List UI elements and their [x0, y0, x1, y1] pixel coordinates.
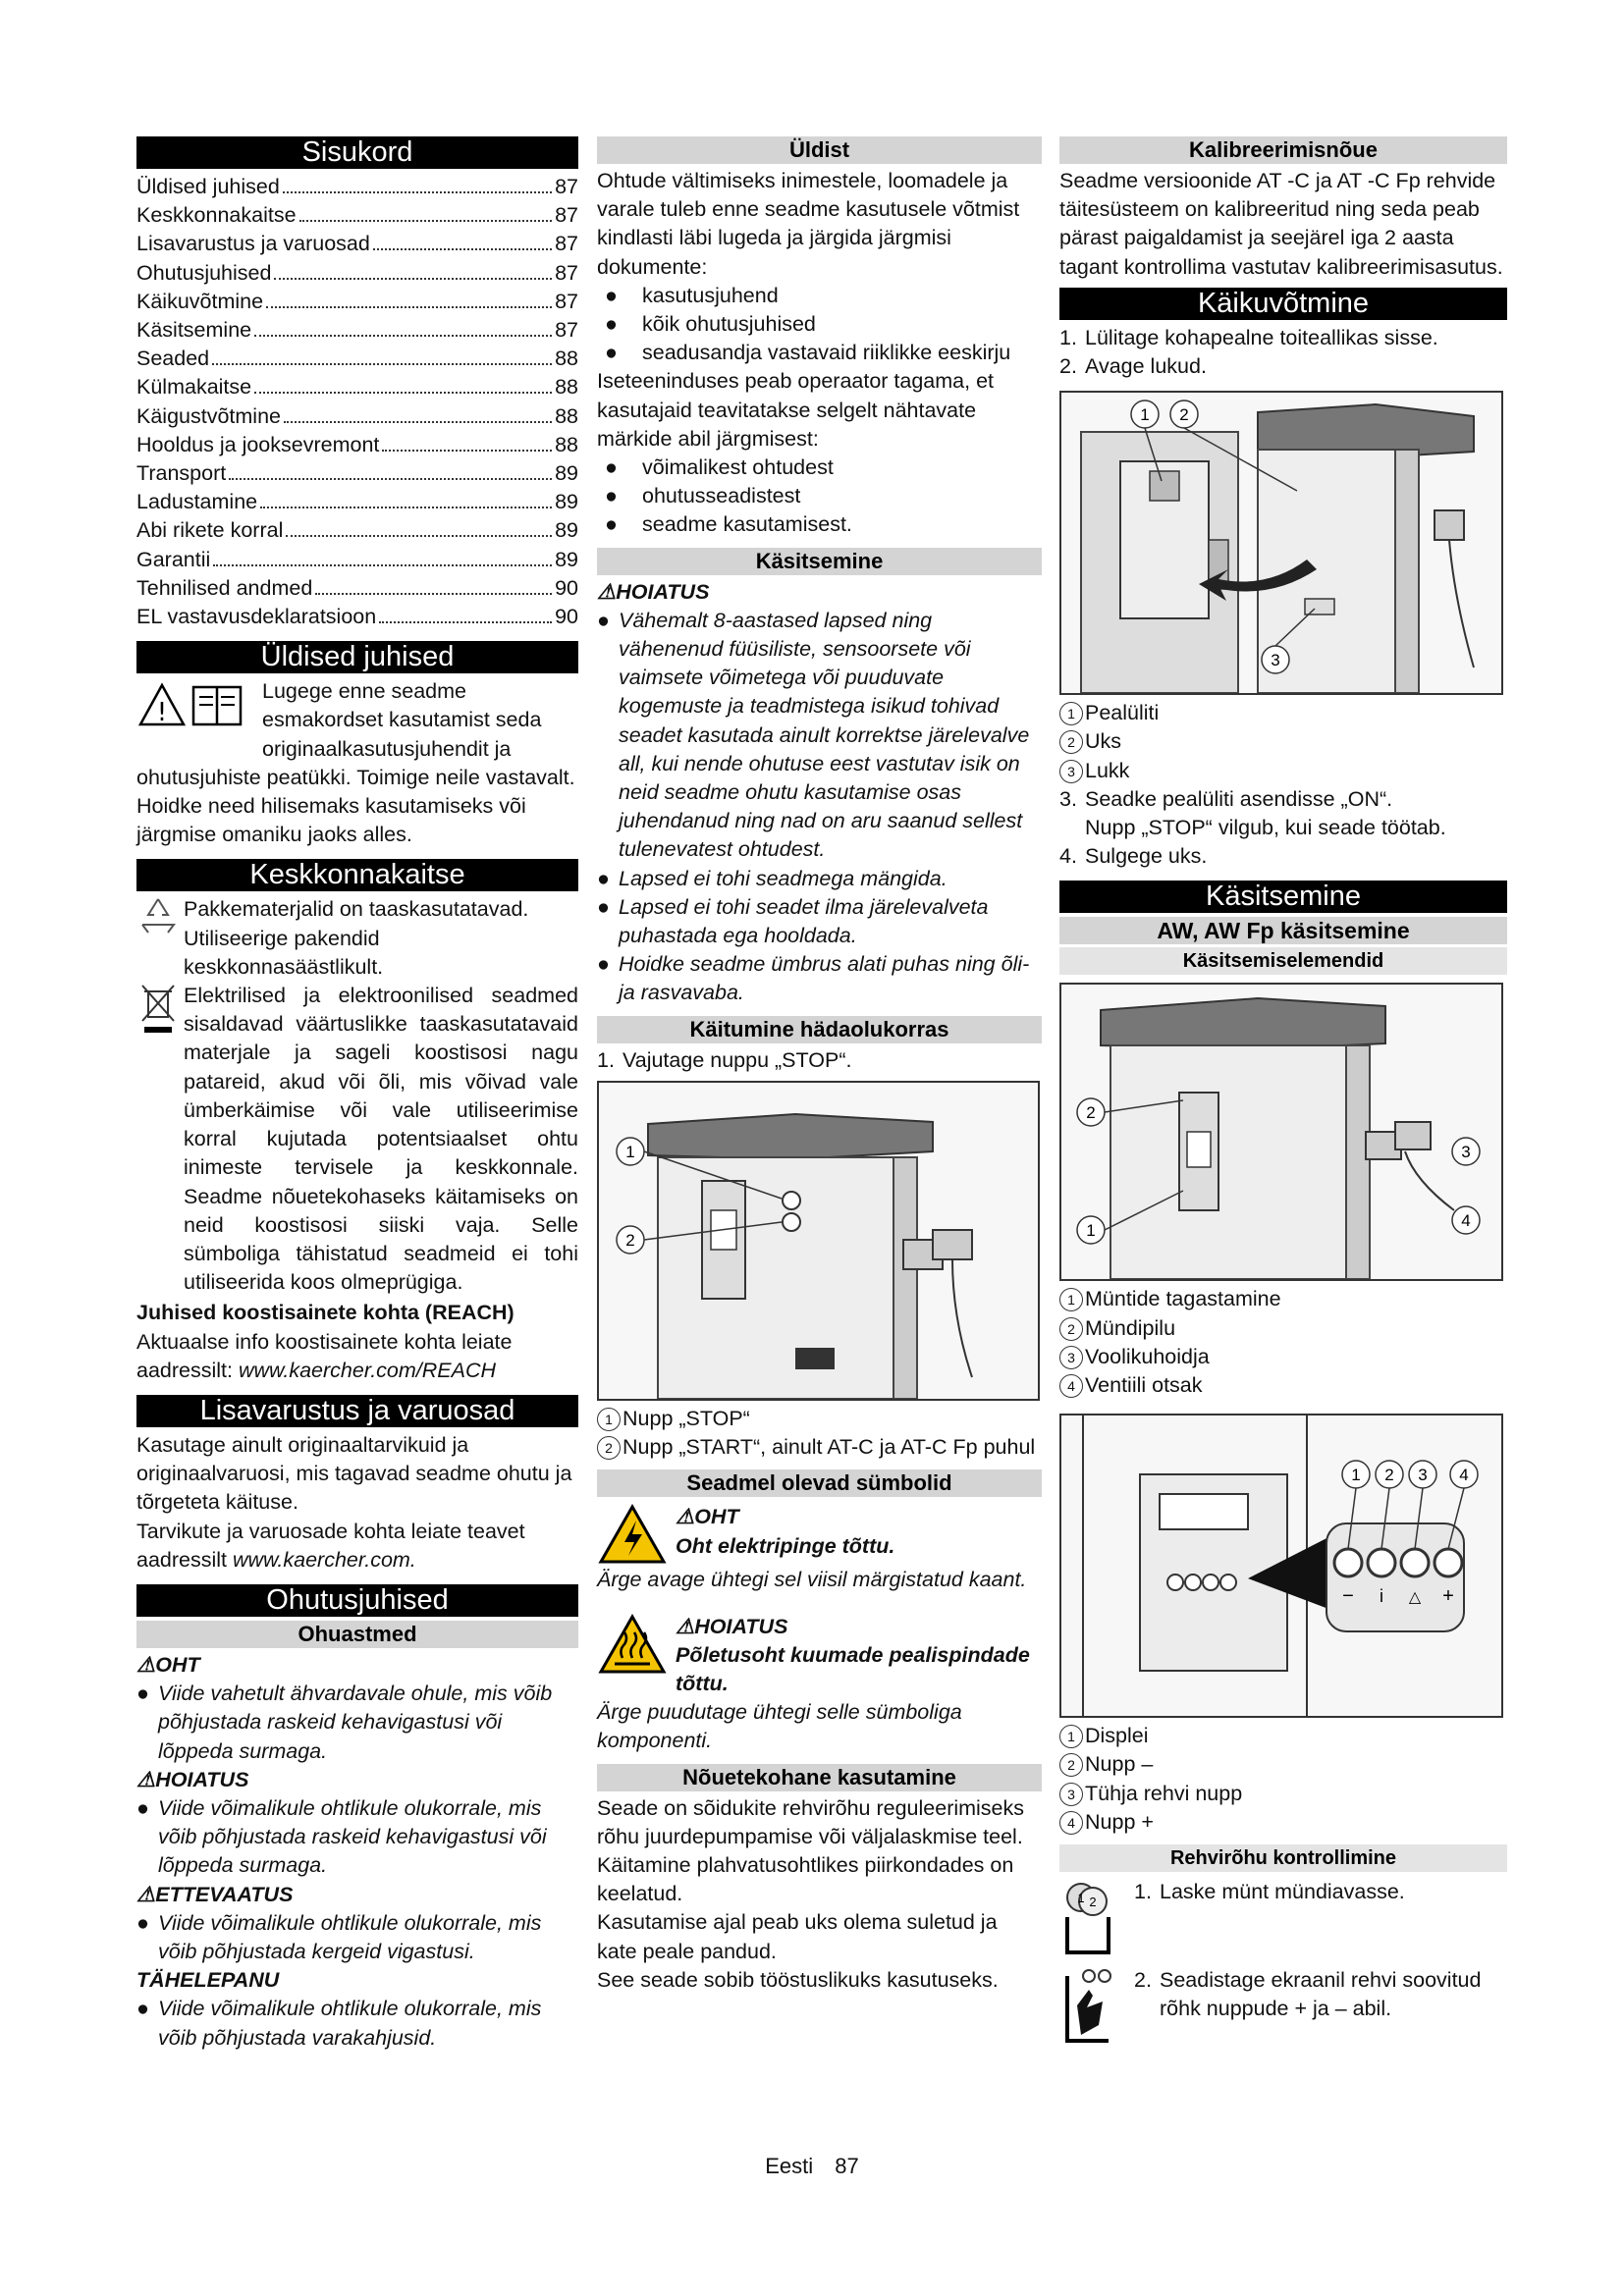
- toc-entry-page: 89: [555, 461, 578, 486]
- svg-text:i: i: [1380, 1586, 1383, 1607]
- toc-dots: [260, 507, 552, 508]
- safety-heading: Ohutusjuhised: [136, 1584, 578, 1617]
- emergency-step-1: 1. Vajutage nuppu „STOP“.: [597, 1047, 852, 1072]
- reach-text: Aktuaalse info koostisainete kohta leiate aadressilt: www.kaercher.com/REACH: [136, 1329, 513, 1382]
- hot-surface-icon: [597, 1613, 668, 1676]
- operation-legend-item-text: Ventiili otsak: [1085, 1373, 1203, 1398]
- legend-number: 3: [1059, 760, 1083, 783]
- accessories-text-2: Tarvikute ja varuosade kohta leiate teavet aadressilt www.kaercher.com.: [136, 1519, 525, 1572]
- hand-press-icon: [1059, 1966, 1122, 2045]
- operation-legend-item: [1059, 1314, 1507, 1343]
- emergency-legend: [597, 1405, 1042, 1462]
- handling-item-text: Lapsed ei tohi seadet ilma järelevalveta puhastada ega hooldada.: [619, 894, 989, 948]
- toc-dots: [283, 191, 552, 193]
- toc-entry[interactable]: [136, 316, 578, 345]
- svg-text:1: 1: [625, 1142, 635, 1161]
- toc-dots: [254, 335, 552, 337]
- toc-entry-page: 89: [555, 490, 578, 514]
- toc-entry[interactable]: [136, 546, 578, 574]
- calibration-text: Seadme versioonide AT -C ja AT -C Fp rehvide täitesüsteem on kalibreeritud ning seda peab pärast paigaldamist ja seejärel iga 2 aasta tagant kontrollima vastutav kalibreerimisasutus.: [1059, 169, 1503, 279]
- toc-dots: [254, 392, 552, 394]
- start-legend-item: [1059, 727, 1507, 756]
- svg-text:3: 3: [1461, 1143, 1471, 1162]
- level-danger: ⚠OHT: [136, 1652, 200, 1677]
- page-footer: [0, 2154, 1624, 2179]
- panel-legend-item: [1059, 1780, 1507, 1808]
- toc-dots: [373, 248, 552, 250]
- recycle-icon: [136, 895, 180, 934]
- document-item: [597, 310, 1042, 339]
- toc-entry-page: 88: [555, 403, 578, 428]
- operation-legend: [1059, 1285, 1507, 1400]
- level-warning: ⚠HOIATUS: [136, 1767, 249, 1791]
- toc-entry[interactable]: [136, 516, 578, 545]
- start-step-3: 3. Seadke pealüliti asendisse „ON“.: [1059, 786, 1393, 811]
- bullet-mark: ●: [605, 484, 618, 508]
- handling-item-text: Vähemalt 8-aastased lapsed ning vähenenud füüsiliste, sensoorsete või vaimsete võimetega või puuduvate kogemuste ja teadmistega isikud tohivad seadet kasutada ainult korrektse järelevalve all, kui nende ohutuse eest vastutav isik on neid seadme ohutu kasutamise osas juhendanud ning nad on aru saanud sellest tulenevatest ohtudest.: [619, 608, 1030, 862]
- accessories-text-1: Kasutage ainult originaaltarvikuid ja originaalvaruosi, mis tagavad seadme ohutu ja tõrgeteta käituse.: [136, 1432, 572, 1515]
- toc-entry-page: 88: [555, 432, 578, 456]
- panel-legend-item-text: Displei: [1085, 1724, 1149, 1748]
- panel-legend-item: [1059, 1722, 1507, 1750]
- toc-dots: [274, 278, 552, 280]
- operation-subheading: AW, AW Fp käsitsemine: [1059, 917, 1507, 944]
- emergency-heading: Käitumine hädaolukorras: [597, 1016, 1042, 1043]
- start-legend-item-text: Uks: [1085, 729, 1122, 754]
- inform-item: [597, 510, 1042, 539]
- svg-text:4: 4: [1461, 1211, 1471, 1231]
- use-text-3: Kasutamise ajal peab uks olema suletud ja kate peale pandud.: [597, 1910, 998, 1963]
- toc-entry[interactable]: [136, 574, 578, 603]
- svg-text:2: 2: [625, 1230, 635, 1250]
- operation-legend-item-text: Mündipilu: [1085, 1315, 1176, 1340]
- legend-number: 3: [1059, 1783, 1083, 1806]
- operation-legend-item: [1059, 1371, 1507, 1400]
- document-item: [597, 282, 1042, 310]
- level-caution-item: ● Viide võimalikule ohtlikule olukorrale, mis võib põhjustada kergeid vigastusi.: [136, 1910, 542, 1963]
- start-step-1: 1. Lülitage kohapealne toiteallikas sisse.: [1059, 325, 1438, 349]
- toc-entry[interactable]: [136, 402, 578, 431]
- toc-entry[interactable]: [136, 345, 578, 373]
- sym1-level: ⚠OHT: [676, 1505, 739, 1529]
- toc-entry-label: Külmakaitse: [136, 375, 252, 400]
- toc-entry[interactable]: [136, 459, 578, 488]
- general-keep-text: Hoidke need hilisemaks kasutamiseks või järgmise omaniku jaoks alles.: [136, 794, 526, 847]
- sym2-title: Põletusoht kuumade pealispindade tõttu.: [676, 1642, 1030, 1695]
- operation-legend-item-text: Müntide tagastamine: [1085, 1287, 1281, 1311]
- env-pack-text: Pakkematerjalid on taaskasutatavad. Utiliseerige pakendid keskkonnasäästlikult.: [184, 897, 529, 979]
- inform-item: [597, 482, 1042, 510]
- handling-item-text: Lapsed ei tohi seadmega mängida.: [619, 866, 947, 890]
- toc-dots: [266, 306, 552, 308]
- toc-entry-label: Lisavarustus ja varuosad: [136, 232, 370, 256]
- general-read-text: Lugege enne seadme esmakordset kasutamist seda originaalkasutusjuhendit ja: [262, 679, 542, 761]
- kaercher-link[interactable]: www.kaercher.com.: [233, 1547, 416, 1572]
- operation-legend-item: [1059, 1343, 1507, 1371]
- toc-entry[interactable]: [136, 259, 578, 288]
- level-warning-item: ● Viide võimalikule ohtlikule olukorrale, mis võib põhjustada raskeid kehavigastusi või lõppeda surmaga.: [136, 1795, 547, 1878]
- level-danger-item: ● Viide vahetult ähvardavale ohule, mis võib põhjustada raskeid kehavigastusi või lõppeda surmaga.: [136, 1682, 553, 1763]
- legend-number: 2: [1059, 1317, 1083, 1341]
- operation-legend-item: [1059, 1285, 1507, 1313]
- panel-legend-item-text: Tühja rehvi nupp: [1085, 1781, 1243, 1805]
- symbol-hot-row: [597, 1613, 1042, 1699]
- inform-list: [597, 454, 1042, 540]
- panel-legend-item: [1059, 1808, 1507, 1837]
- toc-dots: [212, 363, 552, 365]
- sym2-text: Ärge puudutage ühtegi selle sümboliga komponenti.: [597, 1700, 962, 1753]
- toc-entry-label: Seaded: [136, 347, 210, 371]
- toc-entry-label: Üldised juhised: [136, 175, 280, 198]
- panel-legend: [1059, 1722, 1507, 1837]
- start-step-3-note: Nupp „STOP“ vilgub, kui seade töötab.: [1085, 816, 1446, 840]
- operation-elements-heading: Käsitsemiselemendid: [1059, 947, 1507, 975]
- toc-entry[interactable]: [136, 173, 578, 201]
- coin-insert-icon: [1059, 1878, 1122, 1956]
- documents-list: [597, 282, 1042, 368]
- page-number: 87: [835, 2154, 859, 2178]
- panel-legend-item: [1059, 1750, 1507, 1779]
- svg-text:1: 1: [1140, 405, 1150, 425]
- level-notice: TÄHELEPANU: [136, 1968, 280, 1993]
- inform-item: [597, 454, 1042, 482]
- toc-entry-page: 89: [555, 518, 578, 543]
- start-legend: [1059, 699, 1507, 785]
- reach-link[interactable]: www.kaercher.com/REACH: [238, 1358, 497, 1382]
- toc-entry-label: Abi rikete korral: [136, 518, 284, 543]
- operation-figure: [1059, 983, 1503, 1281]
- start-legend-item-text: Pealüliti: [1085, 701, 1160, 725]
- svg-text:1: 1: [1077, 1891, 1085, 1906]
- accessories-heading: Lisavarustus ja varuosad: [136, 1395, 578, 1427]
- calibration-heading: Kalibreerimisnõue: [1059, 136, 1507, 164]
- toc-entry-page: 87: [555, 232, 578, 256]
- handling-item: [597, 607, 1042, 865]
- document-item-text: seadusandja vastavaid riiklikke eeskirju: [642, 341, 1011, 365]
- general-info-text: Ohtude vältimiseks inimestele, loomadele ja varale tuleb enne seadme kasutusele võtmist kindlasti läbi lugeda ja järgida järgmisi dokumente:: [597, 169, 1020, 279]
- toc-dots: [213, 564, 552, 566]
- footer-language: Eesti: [765, 2154, 814, 2178]
- emergency-legend-item-text: Nupp „STOP“: [623, 1406, 750, 1430]
- inform-item-text: seadme kasutamisest.: [642, 512, 852, 537]
- toc-entry[interactable]: [136, 373, 578, 401]
- start-step-4: 4. Sulgege uks.: [1059, 844, 1208, 869]
- svg-text:2: 2: [1089, 1895, 1097, 1910]
- toc-entry[interactable]: [136, 288, 578, 316]
- env-elec-text: Elektrilised ja elektroonilised seadmed sisaldavad väärtuslikke taaskasutatavaid materjale ja sageli koostisosi nagu patareid, akud või õli, mis võivad vale ümberkäimise või vale utiliseerimise korral kujutada potentsiaalset ohtu inimeste tervisele ja keskkonnale. Seadme nõuetekohaseks käitamiseks on neid koostisosi siiski vaja. Selle sümboliga tähistatud seadmeid ei tohi utiliseerida koos olmeprügiga.: [184, 984, 578, 1295]
- level-caution: ⚠ETTEVAATUS: [136, 1882, 294, 1906]
- intended-use-heading: Nõuetekohane kasutamine: [597, 1764, 1042, 1791]
- toc-entry-page: 90: [555, 605, 578, 629]
- toc-entry-page: 88: [555, 347, 578, 371]
- handling-heading: Käsitsemine: [597, 548, 1042, 575]
- legend-number: 1: [597, 1408, 621, 1431]
- general-cont-text: ohutusjuhiste peatükki. Toimige neile vastavalt.: [136, 765, 575, 789]
- svg-text:2: 2: [1086, 1103, 1096, 1123]
- inform-item-text: ohutusseadistest: [642, 484, 801, 508]
- sym1-text: Ärge avage ühtegi sel viisil märgistatud kaant.: [597, 1568, 1027, 1592]
- use-text-2: Käitamine plahvatusohtlikes piirkondades on keelatud.: [597, 1852, 1014, 1906]
- toc-entry-page: 87: [555, 203, 578, 228]
- svg-text:−: −: [1342, 1585, 1354, 1608]
- legend-number: 1: [1059, 1288, 1083, 1311]
- toc-entry-page: 87: [555, 289, 578, 313]
- bullet-mark: ●: [605, 455, 618, 480]
- toc-dots: [382, 450, 552, 452]
- emergency-legend-item-text: Nupp „START“, ainult AT-C ja AT-C Fp puhul: [623, 1435, 1036, 1460]
- legend-number: 1: [1059, 702, 1083, 725]
- check-step-2: 2. Seadistage ekraanil rehvi soovitud rõhk nuppude + ja – abil.: [1134, 1968, 1482, 2021]
- general-info-heading: Üldist: [597, 136, 1042, 164]
- svg-text:4: 4: [1459, 1466, 1469, 1485]
- pressure-check-heading: Rehvirõhu kontrollimine: [1059, 1844, 1507, 1872]
- start-heading: Käikuvõtmine: [1059, 288, 1507, 320]
- emergency-legend-item: [597, 1405, 1042, 1433]
- check-step-1-row: [1059, 1878, 1507, 1956]
- legend-number: 4: [1059, 1374, 1083, 1398]
- use-text-1: Seade on sõidukite rehvirõhu reguleerimiseks rõhu juurdepumpamise või väljalaskmise teel.: [597, 1795, 1025, 1848]
- control-panel-illustration: [1061, 1415, 1501, 1716]
- sym2-level: ⚠HOIATUS: [676, 1614, 788, 1638]
- document-item: [597, 339, 1042, 367]
- toc-entry-page: 87: [555, 318, 578, 343]
- svg-text:+: +: [1442, 1585, 1454, 1608]
- environment-heading: Keskkonnakaitse: [136, 859, 578, 891]
- column-2: [597, 136, 1042, 1995]
- toc-entry-label: Ohutusjuhised: [136, 260, 272, 285]
- toc-dots: [286, 535, 552, 537]
- column-1: [136, 136, 578, 2053]
- toc-entry-label: Käsitsemine: [136, 318, 252, 343]
- legend-number: 2: [597, 1436, 621, 1460]
- bullet-mark: ●: [597, 608, 610, 632]
- danger-levels-heading: Ohuastmed: [136, 1621, 578, 1648]
- svg-text:3: 3: [1418, 1466, 1428, 1485]
- dealer-text: Iseteeninduses peab operaator tagama, et kasutajaid teavitatakse selgelt nähtavate märkide abil järgmisest:: [597, 369, 995, 451]
- bullet-mark: ●: [597, 894, 610, 919]
- start-legend-item: [1059, 757, 1507, 785]
- symbol-electric-row: [597, 1503, 1042, 1566]
- handling-item: [597, 865, 1042, 893]
- toc-entry-page: 90: [555, 575, 578, 600]
- symbols-heading: Seadmel olevad sümbolid: [597, 1469, 1042, 1497]
- toc-entry-page: 87: [555, 260, 578, 285]
- toc-entry-label: Hooldus ja jooksevremont: [136, 432, 380, 456]
- machine-elements-illustration: [1061, 985, 1501, 1279]
- toc-entry-label: Garantii: [136, 547, 211, 571]
- panel-legend-item-text: Nupp –: [1085, 1752, 1154, 1777]
- handling-item-text: Hoidke seadme ümbrus alati puhas ning õli- ja rasvavaba.: [619, 952, 1030, 1005]
- toc-entry-label: Ladustamine: [136, 490, 258, 514]
- svg-text:2: 2: [1179, 405, 1189, 425]
- reach-heading: Juhised koostisainete kohta (REACH): [136, 1301, 514, 1325]
- high-voltage-icon: [597, 1503, 668, 1566]
- machine-stop-illustration: [599, 1083, 1038, 1399]
- start-figure: [1059, 391, 1503, 695]
- svg-text:1: 1: [1086, 1221, 1096, 1241]
- operation-legend-item-text: Voolikuhoidja: [1085, 1344, 1210, 1368]
- toc-entry-label: Tehnilised andmed: [136, 575, 313, 600]
- legend-number: 2: [1059, 1753, 1083, 1777]
- emergency-figure: [597, 1081, 1040, 1401]
- toc-dots: [315, 593, 552, 595]
- legend-number: 3: [1059, 1346, 1083, 1369]
- bullet-mark: ●: [597, 952, 610, 977]
- svg-text:△: △: [1408, 1589, 1422, 1607]
- toc-dots: [379, 621, 552, 623]
- toc-dots: [299, 220, 553, 222]
- general-heading: Üldised juhised: [136, 641, 578, 673]
- general-read-row: [136, 677, 578, 764]
- toc-entry[interactable]: [136, 603, 578, 631]
- level-notice-item: ● Viide võimalikule ohtlikule olukorrale, mis võib põhjustada varakahjusid.: [136, 1997, 542, 2050]
- env-elec-row: [136, 982, 578, 1297]
- start-legend-item-text: Lukk: [1085, 758, 1130, 782]
- handling-warning: ⚠HOIATUS: [597, 579, 710, 604]
- toc-entry[interactable]: [136, 488, 578, 516]
- toc-entry-label: Käigustvõtmine: [136, 403, 281, 428]
- panel-figure: [1059, 1414, 1503, 1718]
- panel-legend-item-text: Nupp +: [1085, 1809, 1154, 1834]
- warning-book-icon: [136, 677, 252, 732]
- bullet-mark: ●: [605, 341, 618, 365]
- svg-text:!: !: [156, 698, 168, 728]
- legend-number: 4: [1059, 1811, 1083, 1835]
- toc-entry-page: 88: [555, 375, 578, 400]
- handling-item: [597, 893, 1042, 950]
- table-of-contents: [136, 173, 578, 631]
- toc-entry-page: 87: [555, 175, 578, 198]
- svg-text:2: 2: [1384, 1466, 1394, 1485]
- start-step-2: 2. Avage lukud.: [1059, 354, 1207, 379]
- toc-entry-label: EL vastavusdeklaratsioon: [136, 605, 377, 629]
- machine-open-illustration: [1061, 393, 1501, 693]
- start-legend-item: [1059, 699, 1507, 727]
- sym1-title: Oht elektripinge tõttu.: [676, 1533, 895, 1558]
- legend-number: 2: [1059, 730, 1083, 754]
- toc-entry-label: Käikuvõtmine: [136, 289, 264, 313]
- bullet-mark: ●: [597, 866, 610, 890]
- legend-number: 1: [1059, 1725, 1083, 1748]
- toc-entry[interactable]: [136, 230, 578, 258]
- toc-dots: [229, 478, 552, 480]
- svg-text:1: 1: [1351, 1466, 1361, 1485]
- use-text-4: See seade sobib tööstuslikuks kasutuseks.: [597, 1967, 999, 1992]
- emergency-legend-item: [597, 1433, 1042, 1462]
- toc-entry-label: Transport: [136, 461, 227, 486]
- check-step-1: 1. Laske münt mündiavasse.: [1134, 1880, 1405, 1904]
- check-step-2-row: [1059, 1966, 1507, 2045]
- document-item-text: kasutusjuhend: [642, 283, 779, 307]
- crossed-bin-icon: [136, 982, 180, 1041]
- bullet-mark: ●: [605, 312, 618, 337]
- column-3: [1059, 136, 1507, 2045]
- document-item-text: kõik ohutusjuhised: [642, 312, 816, 337]
- operation-heading: Käsitsemine: [1059, 881, 1507, 913]
- toc-heading: Sisukord: [136, 136, 578, 169]
- toc-entry[interactable]: [136, 201, 578, 230]
- handling-item: [597, 950, 1042, 1007]
- env-pack-row: [136, 895, 578, 982]
- toc-entry-page: 89: [555, 547, 578, 571]
- toc-entry-label: Keskkonnakaitse: [136, 203, 297, 228]
- bullet-mark: ●: [605, 283, 618, 307]
- svg-text:3: 3: [1271, 651, 1280, 670]
- toc-entry[interactable]: [136, 431, 578, 459]
- handling-list: [597, 607, 1042, 1008]
- bullet-mark: ●: [605, 512, 618, 537]
- toc-dots: [284, 421, 552, 423]
- inform-item-text: võimalikest ohtudest: [642, 455, 834, 480]
